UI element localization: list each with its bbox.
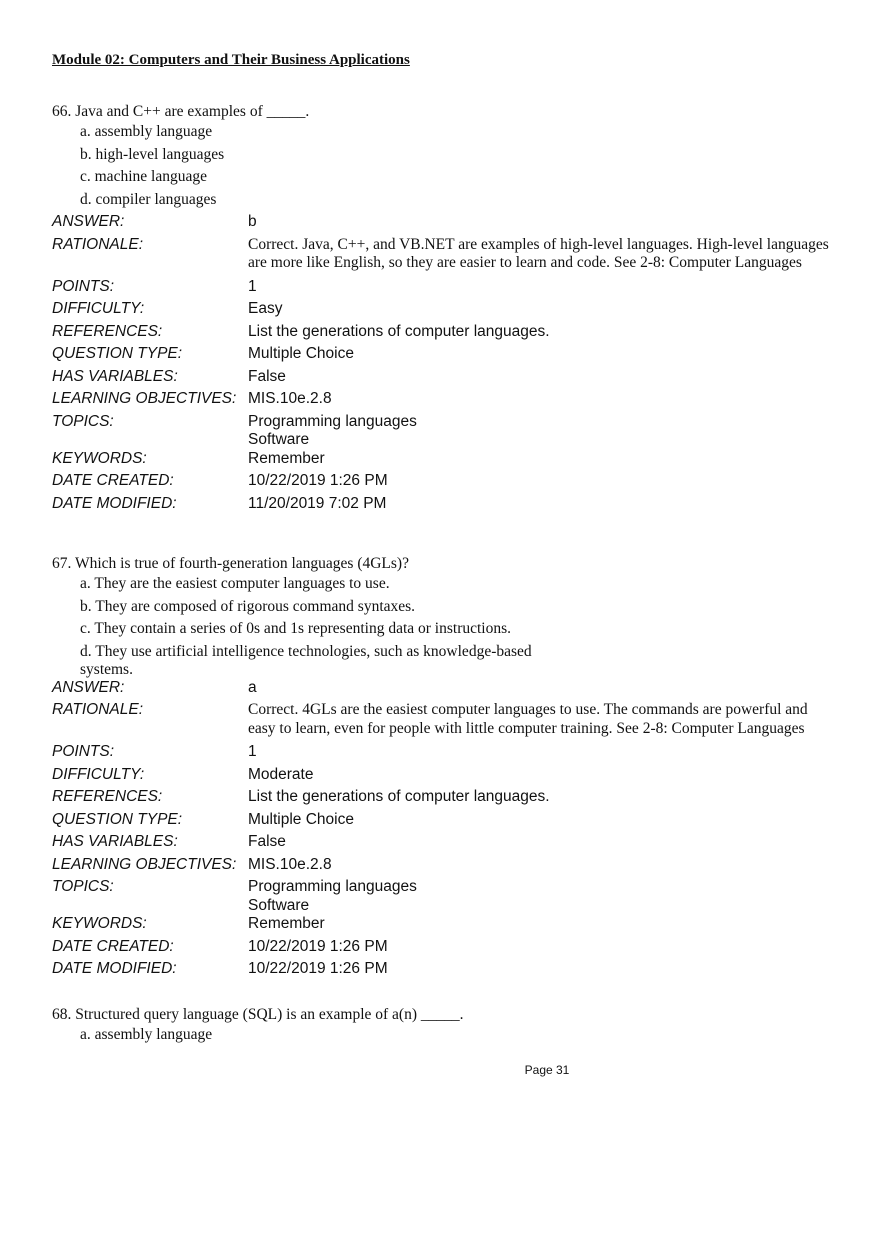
question-stem: 67. Which is true of fourth-generation languages (4GLs)?: [52, 555, 409, 572]
topics-row: [52, 413, 832, 450]
difficulty-label: DIFFICULTY:: [52, 300, 145, 317]
references-label: REFERENCES:: [52, 322, 163, 340]
references-label: REFERENCES:: [52, 788, 163, 805]
has-variables-label: HAS VARIABLES:: [52, 367, 178, 385]
topic-item: Software: [248, 896, 310, 914]
date-modified-row: [52, 960, 832, 983]
choice-list: [80, 575, 832, 679]
topics-row: [52, 878, 832, 915]
date-modified-label: DATE MODIFIED:: [52, 494, 177, 512]
keywords-row: [52, 915, 832, 938]
date-modified-value: 10/22/2019 1:26 PM: [248, 960, 388, 977]
keywords-label: KEYWORDS:: [52, 449, 147, 467]
answer-row: [52, 213, 832, 236]
date-modified-label: DATE MODIFIED:: [52, 960, 177, 977]
points-value: 1: [248, 743, 257, 760]
date-created-value: 10/22/2019 1:26 PM: [248, 472, 388, 489]
choice-b: b. high-level languages: [80, 145, 225, 163]
keywords-value: Remember: [248, 915, 325, 932]
date-modified-value: 11/20/2019 7:02 PM: [248, 494, 387, 512]
references-row: [52, 788, 832, 811]
choice-list: [80, 123, 832, 213]
question-type-row: [52, 345, 832, 368]
learning-objectives-row: [52, 390, 832, 413]
rationale-label: RATIONALE:: [52, 701, 144, 718]
has-variables-label: HAS VARIABLES:: [52, 833, 178, 850]
date-modified-row: [52, 495, 832, 518]
topics-label: TOPICS:: [52, 412, 114, 430]
difficulty-value: Moderate: [248, 765, 314, 783]
choice-c: c. They contain a series of 0s and 1s representing data or instructions.: [80, 620, 512, 637]
choice-c: c. machine language: [80, 168, 207, 185]
points-label: POINTS:: [52, 277, 115, 295]
choice-d: d. They use artificial intelligence technologies, such as knowledge-based systems.: [80, 642, 532, 678]
date-created-label: DATE CREATED:: [52, 472, 174, 489]
difficulty-row: [52, 766, 832, 789]
question-67: [52, 554, 832, 983]
rationale-value: Correct. Java, C++, and VB.NET are examples of high-level languages. High-level languages are more like English, so they are easier to learn and code. See 2-8: Computer Languages: [248, 235, 829, 271]
answer-value: b: [248, 213, 257, 230]
choice-a: a. assembly language: [80, 1026, 213, 1043]
topics-value: [248, 878, 832, 915]
references-value: List the generations of computer languages.: [248, 322, 550, 340]
question-type-label: QUESTION TYPE:: [52, 810, 183, 828]
points-label: POINTS:: [52, 743, 115, 760]
choice-b: b. They are composed of rigorous command syntaxes.: [80, 597, 416, 615]
keywords-value: Remember: [248, 449, 325, 467]
question-68: [52, 1005, 832, 1049]
question-stem: 68. Structured query language (SQL) is an example of a(n) _____.: [52, 1006, 464, 1023]
topic-item: Programming languages: [248, 412, 417, 430]
topic-item: Software: [248, 431, 310, 448]
date-created-row: [52, 938, 832, 961]
topic-item: Programming languages: [248, 878, 417, 895]
rationale-row: [52, 701, 832, 743]
question-type-row: [52, 811, 832, 834]
learning-objectives-value: MIS.10e.2.8: [248, 390, 332, 407]
answer-label: ANSWER:: [52, 213, 125, 230]
difficulty-label: DIFFICULTY:: [52, 765, 145, 783]
date-created-value: 10/22/2019 1:26 PM: [248, 937, 388, 955]
choice-a: a. assembly language: [80, 123, 213, 140]
learning-objectives-label: LEARNING OBJECTIVES:: [52, 390, 237, 407]
choice-a: a. They are the easiest computer languages to use.: [80, 575, 390, 592]
topics-value: [248, 413, 832, 450]
answer-value: a: [248, 678, 257, 696]
choice-d: d. compiler languages: [80, 190, 217, 208]
question-type-value: Multiple Choice: [248, 810, 354, 828]
has-variables-value: False: [248, 367, 286, 385]
learning-objectives-value: MIS.10e.2.8: [248, 855, 332, 873]
page-number: Page 31: [524, 1063, 570, 1077]
learning-objectives-label: LEARNING OBJECTIVES:: [52, 855, 237, 873]
difficulty-value: Easy: [248, 300, 283, 317]
date-created-label: DATE CREATED:: [52, 937, 174, 955]
question-type-value: Multiple Choice: [248, 345, 354, 362]
question-stem: 66. Java and C++ are examples of _____.: [52, 103, 310, 120]
has-variables-row: [52, 833, 832, 856]
keywords-row: [52, 450, 832, 473]
module-title: Module 02: Computers and Their Business Applications: [52, 52, 410, 68]
choice-list: [80, 1026, 832, 1049]
answer-row: [52, 679, 832, 702]
question-type-label: QUESTION TYPE:: [52, 345, 183, 362]
rationale-label: RATIONALE:: [52, 235, 144, 253]
question-66: [52, 102, 832, 517]
references-row: [52, 323, 832, 346]
points-row: [52, 278, 832, 301]
keywords-label: KEYWORDS:: [52, 915, 147, 932]
learning-objectives-row: [52, 856, 832, 879]
rationale-value: Correct. 4GLs are the easiest computer languages to use. The commands are powerful and easy to learn, even for people with little computer training. See 2-8: Computer Languages: [248, 701, 808, 737]
points-row: [52, 743, 832, 766]
difficulty-row: [52, 300, 832, 323]
references-value: List the generations of computer languages.: [248, 788, 550, 805]
rationale-row: [52, 236, 832, 278]
has-variables-row: [52, 368, 832, 391]
date-created-row: [52, 472, 832, 495]
points-value: 1: [248, 277, 257, 295]
has-variables-value: False: [248, 833, 286, 850]
topics-label: TOPICS:: [52, 878, 114, 895]
answer-label: ANSWER:: [52, 678, 125, 696]
